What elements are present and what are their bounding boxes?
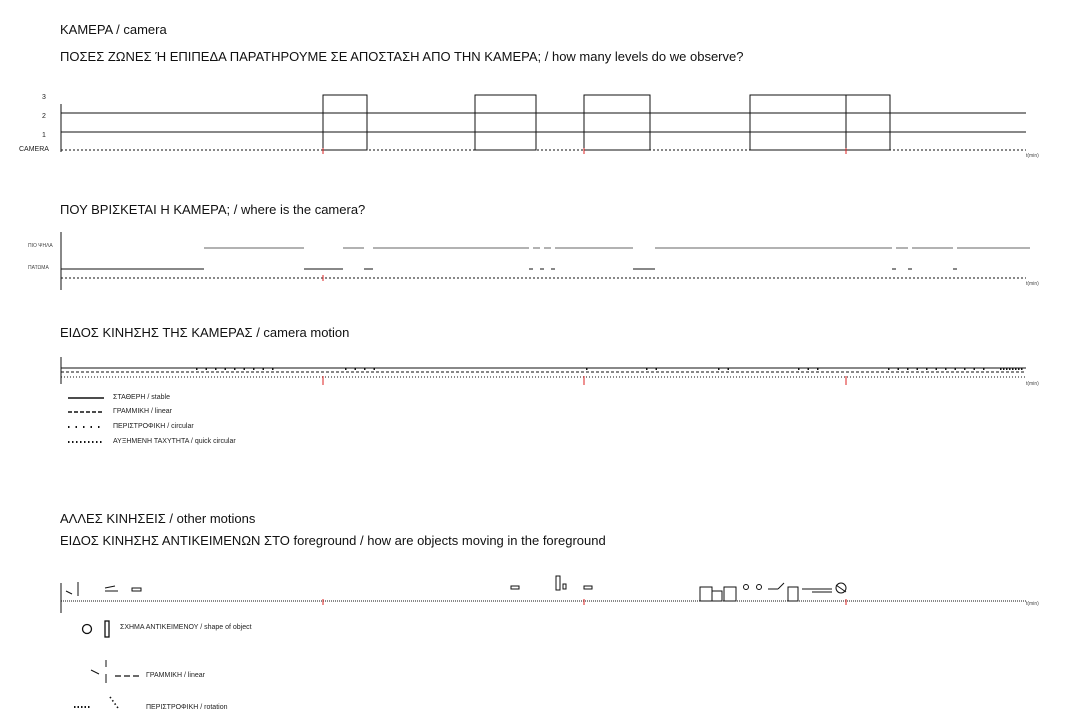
time-unit-label-1: t(min) xyxy=(1026,153,1039,159)
section4-title: ΑΛΛΕΣ ΚΙΝΗΣΕΙΣ / other motions xyxy=(60,511,256,526)
section1-title: ΚΑΜΕΡΑ / camera xyxy=(60,22,167,37)
legend-linear-label: ΓΡΑΜΜΙΚΗ / linear xyxy=(113,408,172,415)
legend-linear-motion-label: ΓΡΑΜΜΙΚΗ / linear xyxy=(146,672,205,679)
object-shape xyxy=(563,584,566,589)
section2-position-chart xyxy=(61,232,1030,290)
legend-rect-shape xyxy=(105,621,109,637)
section3-motion-chart xyxy=(61,357,1026,442)
object-linear-mark xyxy=(105,586,115,588)
object-circle xyxy=(744,585,749,590)
object-circle xyxy=(757,585,762,590)
legend-circle-shape xyxy=(83,625,92,634)
object-shape xyxy=(700,587,712,601)
object-shape xyxy=(584,586,592,589)
level-3-label: 3 xyxy=(42,94,46,101)
object-shape xyxy=(788,587,798,601)
legend-rotation-mark xyxy=(110,697,118,708)
time-unit-label-3: t(min) xyxy=(1026,381,1039,387)
level-3-box xyxy=(750,95,890,150)
object-shape xyxy=(511,586,519,589)
section4-objects-chart xyxy=(61,576,1026,708)
camera-label: CAMERA xyxy=(19,146,49,153)
section2-title: ΠΟΥ ΒΡΙΣΚΕΤΑΙ Η ΚΑΜΕΡΑ; / where is the camera? xyxy=(60,202,366,217)
legend-diagonal-mark xyxy=(91,670,99,674)
level-3-box xyxy=(475,95,536,150)
time-unit-label-2: t(min) xyxy=(1026,281,1039,287)
section3-title: ΕΙΔΟΣ ΚΙΝΗΣΗΣ ΤΗΣ ΚΑΜΕΡΑΣ / camera motion xyxy=(60,325,350,340)
object-shape xyxy=(724,587,736,601)
legend-quick-circular-label: ΑΥΞΗΜΕΝΗ ΤΑΧΥΤΗΤΑ / quick circular xyxy=(113,438,236,445)
legend-stable-label: ΣΤΑΘΕΡΗ / stable xyxy=(113,394,170,401)
object-linear-mark xyxy=(778,583,784,589)
legend-shape-label: ΣΧΗΜΑ ΑΝΤΙΚΕΙΜΕΝΟΥ / shape of object xyxy=(120,624,252,631)
legend-rotation-label: ΠΕΡΙΣΤΡΟΦΙΚΗ / rotation xyxy=(146,704,228,711)
object-linear-mark xyxy=(66,591,72,594)
object-shape xyxy=(712,591,722,601)
legend-circular-label: ΠΕΡΙΣΤΡΟΦΙΚΗ / circular xyxy=(113,423,194,430)
section1-question: ΠΟΣΕΣ ΖΩΝΕΣ Ή ΕΠΙΠΕΔΑ ΠΑΡΑΤΗΡΟΥΜΕ ΣΕ ΑΠΟΣΤΑΣΗ ΑΠΟ ΤΗΝ ΚΑΜΕΡΑ; / how many levels do we observe? xyxy=(60,49,744,64)
level-2-label: 2 xyxy=(42,113,46,120)
object-shape xyxy=(132,588,141,591)
level-3-box xyxy=(584,95,650,150)
time-unit-label-4: t(min) xyxy=(1026,601,1039,607)
section4-question: ΕΙΔΟΣ ΚΙΝΗΣΗΣ ΑΝΤΙΚΕΙΜΕΝΩΝ ΣΤΟ foreground / how are objects moving in the foreground xyxy=(60,533,606,548)
higher-label: ΠΙΟ ΨΗΛΑ xyxy=(28,243,53,249)
section1-levels-chart xyxy=(61,95,1026,154)
level-1-label: 1 xyxy=(42,132,46,139)
floor-label: ΠΑΤΩΜΑ xyxy=(28,265,49,271)
object-shape xyxy=(556,576,560,590)
level-3-box xyxy=(323,95,367,150)
